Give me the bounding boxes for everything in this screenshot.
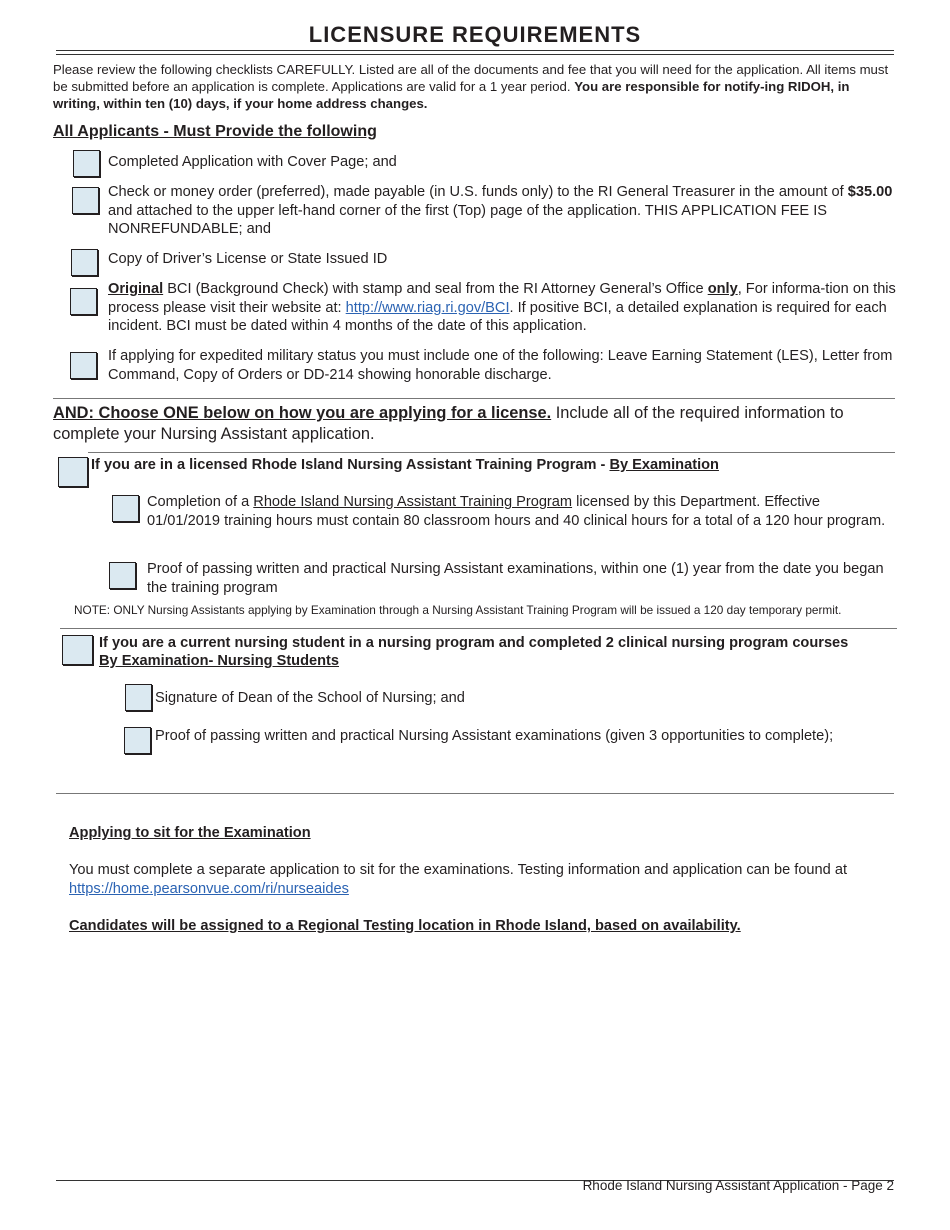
section-divider-2 [60,628,897,629]
item-application: Completed Application with Cover Page; and [108,154,397,170]
fee-amount: $35.00 [847,184,893,200]
title-rule-bottom [56,54,894,55]
checkbox-military[interactable] [70,352,97,379]
bci-link[interactable]: http://www.riag.ri.gov/BCI [345,299,510,316]
checkbox-fee[interactable] [72,187,99,214]
section-divider-3 [56,793,894,794]
title-rule-top [56,50,894,51]
item-id: Copy of Driver’s License or State Issued ID [108,251,388,267]
choose-bold: AND: Choose ONE below on how you are applying for a license. [53,404,552,422]
training-program-name: Rhode Island Nursing Assistant Training Program [253,494,573,510]
item-fee [108,183,898,239]
exam-section-heading: Applying to sit for the Examination [69,825,311,841]
regional-testing-notice: Candidates will be assigned to a Regional Testing location in Rhode Island, based on availability. [69,918,741,934]
section-divider-1 [53,398,895,399]
exam-path-heading-link: By Examination [609,457,719,473]
item-training-program [147,493,892,530]
footer-page-label: Rhode Island Nursing Assistant Application - Page 2 [582,1178,894,1193]
checkbox-exam-path[interactable] [58,457,88,487]
exam-section-text [69,861,894,898]
bci-original: Original [108,281,164,297]
intro-text: Please review the following checklists CAREFULLY. Listed are all of the documents and fee that you will need for the application. All items must be submitted before an application is complete. Applications are valid for a 1 year period. [53,62,889,94]
item-bci [108,280,898,336]
item-student-exam-proof: Proof of passing written and practical Nursing Assistant examinations (given 3 opportunities to complete); [155,728,834,744]
fee-text-post: and attached to the upper left-hand corner of the first (Top) page of the application. THIS APPLICATION FEE IS NONREFUNDABLE; and [108,202,827,238]
exam-path-rule [88,452,895,453]
student-path-heading [99,634,899,670]
checkbox-training-program[interactable] [112,495,139,522]
exam-path-heading-text: If you are in a licensed Rhode Island Nursing Assistant Training Program - [91,457,610,473]
training-text-pre: Completion of a [147,494,254,510]
checkbox-dean-signature[interactable] [125,684,152,711]
checkbox-application[interactable] [73,150,100,177]
bci-text-3: . If positive BCI, a detailed explanation is required for each incident. BCI must be dated within 4 months of the date of this application. [108,299,887,335]
pearson-vue-link[interactable]: https://home.pearsonvue.com/ri/nurseaides [69,880,349,897]
training-text-post: licensed by this Department. Effective 01/01/2019 training hours must contain 80 classroom hours and 40 clinical hours for a total of a 120 hour program. [147,494,886,529]
item-exam-proof: Proof of passing written and practical Nursing Assistant examinations, within one (1) year from the date you began the training program [147,561,884,596]
exam-path-heading [91,456,719,474]
intro-bold-text: You are responsible for notify-ing RIDOH, in writing, within ten (10) days, if your home address changes. [53,79,850,111]
item-dean-signature: Signature of Dean of the School of Nursing; and [155,690,465,706]
student-path-heading-line2: By Examination- Nursing Students [99,653,340,669]
item-military: If applying for expedited military status you must include one of the following: Leave Earning Statement (LES), Letter from Command, Copy of Orders or DD-214 showing honorable discharge. [108,348,893,383]
intro-paragraph [53,61,898,112]
bci-text-2: , For informa-tion on this process please visit their website at: [108,281,896,316]
checkbox-student-exam-proof[interactable] [124,727,151,754]
choose-instructions [53,403,898,444]
choose-rest: Include all of the required information to complete your Nursing Assistant application. [53,404,844,443]
fee-text-pre: Check or money order (preferred), made payable (in U.S. funds only) to the RI General Treasurer in the amount of [108,184,848,200]
all-applicants-heading: All Applicants - Must Provide the following [53,123,377,140]
temporary-permit-note: NOTE: ONLY Nursing Assistants applying by Examination through a Nursing Assistant Training Program will be issued a 120 day temporary permit. [74,603,842,617]
bci-only: only [707,281,738,297]
bci-text-1: BCI (Background Check) with stamp and seal from the RI Attorney General’s Office [163,281,708,297]
checkbox-id[interactable] [71,249,98,276]
student-path-heading-line1: If you are a current nursing student in a nursing program and completed 2 clinical nursing program courses [99,635,849,651]
page-title: LICENSURE REQUIREMENTS [308,22,642,47]
exam-section-body: You must complete a separate application to sit for the examinations. Testing information and application can be found at [69,862,848,878]
checkbox-student-path[interactable] [62,635,93,665]
checkbox-exam-proof[interactable] [109,562,136,589]
checkbox-bci[interactable] [70,288,97,315]
